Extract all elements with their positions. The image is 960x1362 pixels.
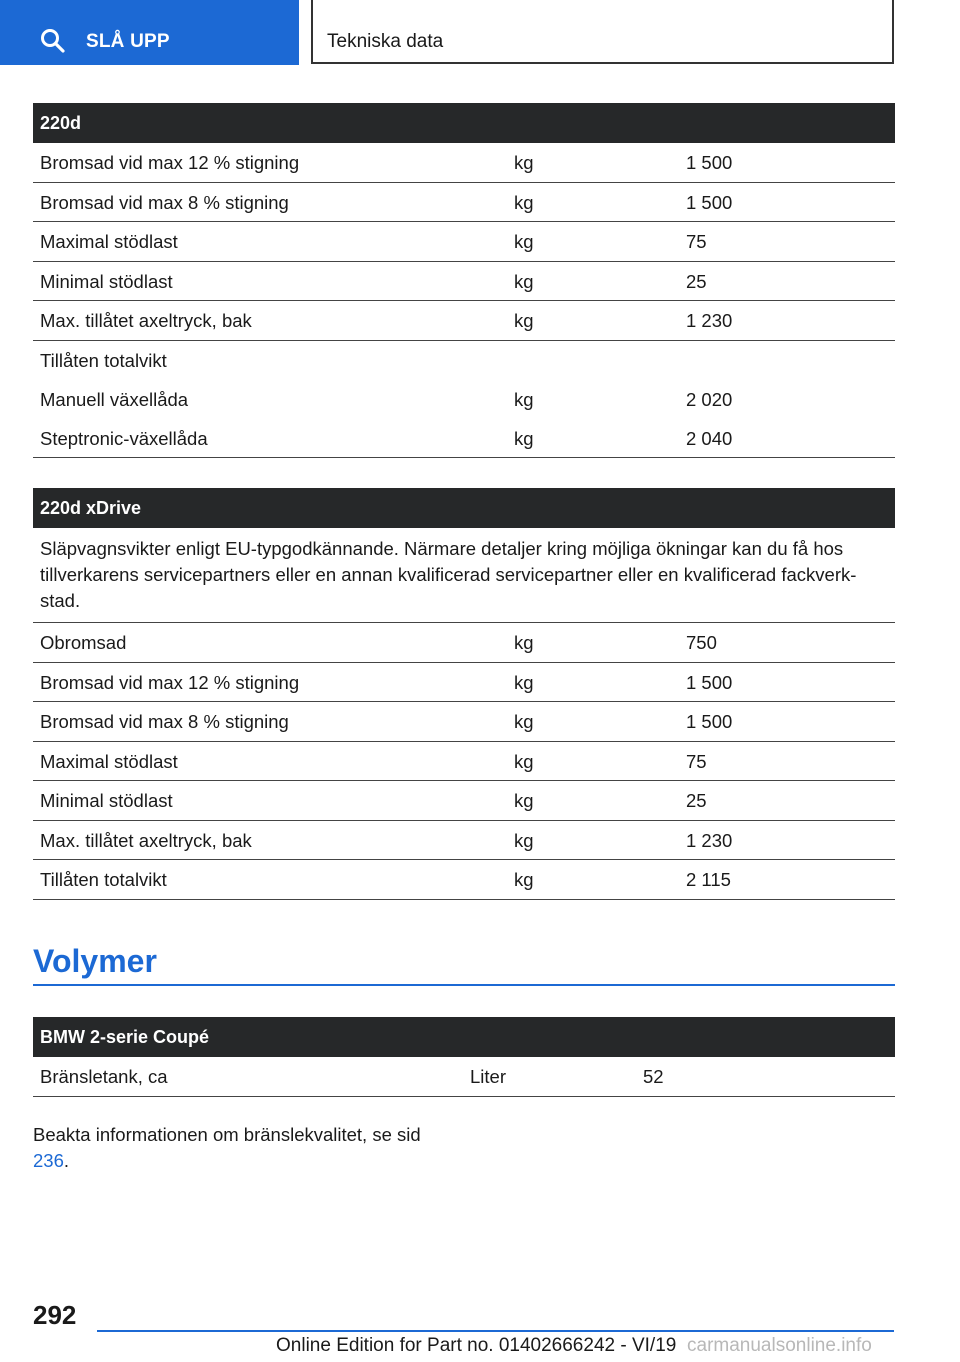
row-label: Bränsletank, ca (40, 1066, 168, 1087)
table-heading: 220d xDrive (33, 488, 895, 528)
row-unit: kg (514, 711, 534, 732)
table-row (33, 702, 895, 742)
table-row (33, 742, 895, 782)
row-label: Tillåten totalvikt (40, 349, 167, 371)
row-label: Maximal stödlast (40, 750, 178, 772)
table-row (33, 301, 895, 341)
volymer-heading-text: Volymer (33, 943, 157, 979)
row-unit: kg (514, 388, 534, 410)
table-row (33, 143, 895, 183)
table-row (33, 1057, 895, 1097)
row-value: 2 040 (686, 427, 733, 449)
table-row (33, 663, 895, 703)
table-row (33, 341, 895, 380)
row-value: 25 (686, 270, 707, 292)
table-row (33, 222, 895, 262)
section-header (311, 0, 894, 64)
row-label: Bromsad vid max 12 % stigning (40, 152, 300, 173)
row-label: Max. tillåtet axeltryck, bak (40, 310, 252, 331)
table-row (33, 860, 895, 900)
row-label: Obromsad (40, 632, 127, 653)
row-unit: kg (514, 152, 534, 173)
table-heading: BMW 2-serie Coupé (33, 1017, 895, 1057)
footer-divider (97, 1330, 894, 1332)
table-row (33, 183, 895, 223)
footer-edition: Online Edition for Part no. 01402666242 - VI/19 (276, 1335, 677, 1356)
row-value: 52 (643, 1066, 664, 1087)
fuel-quality-note (33, 1122, 433, 1174)
row-value: 2 115 (686, 869, 731, 890)
row-value: 2 020 (686, 388, 733, 410)
section-title: Tekniska data (327, 31, 444, 52)
row-value: 75 (686, 231, 707, 252)
row-unit: kg (514, 750, 534, 772)
row-label: Maximal stödlast (40, 231, 178, 252)
page-link[interactable]: 236 (33, 1150, 64, 1171)
row-value: 1 500 (686, 671, 733, 693)
search-button[interactable] (0, 0, 299, 65)
table-row (33, 623, 895, 663)
row-unit: kg (514, 671, 534, 693)
table-220d (33, 103, 895, 458)
search-button-label: SLÅ UPP (86, 31, 170, 52)
table-volumes (33, 1017, 895, 1097)
table-heading: 220d (33, 103, 895, 143)
row-label: Bromsad vid max 8 % stigning (40, 711, 289, 732)
table-row (33, 781, 895, 821)
table-row (33, 262, 895, 302)
search-icon (40, 28, 66, 54)
row-unit: kg (514, 632, 534, 653)
row-unit: kg (514, 191, 534, 213)
row-unit: kg (514, 231, 534, 252)
row-unit: kg (514, 310, 534, 331)
row-label: Tillåten totalvikt (40, 869, 167, 890)
row-unit: kg (514, 427, 534, 449)
row-value: 1 230 (686, 829, 733, 851)
row-label: Manuell växellåda (40, 388, 189, 410)
row-unit: kg (514, 869, 534, 890)
table-row (33, 419, 895, 459)
row-label: Bromsad vid max 12 % stigning (40, 671, 300, 693)
row-value: 1 500 (686, 152, 733, 173)
row-label: Minimal stödlast (40, 790, 173, 811)
row-value: 75 (686, 750, 707, 772)
row-label: Minimal stödlast (40, 270, 173, 292)
row-label: Bromsad vid max 8 % stigning (40, 191, 289, 213)
table-note: Släpvagnsvikter enligt EU-typgodkännande. Närmare detaljer kring möjliga ökningar kan du få hos tillverkarens servicepartners eller en annan kvalificerad servicepartner eller en kvalificerad fackverkstad. (33, 528, 895, 623)
row-value: 750 (686, 632, 717, 653)
row-value: 1 500 (686, 191, 733, 213)
table-row (33, 380, 895, 419)
table-220d-xdrive (33, 488, 895, 900)
note-text: Beakta informationen om bränslekvalitet, se sid (33, 1124, 421, 1145)
page-number: 292 (33, 1300, 77, 1330)
row-label: Max. tillåtet axeltryck, bak (40, 829, 252, 851)
volymer-heading (33, 940, 895, 986)
note-text-end: . (63, 1150, 70, 1171)
row-unit: Liter (470, 1066, 506, 1087)
row-value: 25 (686, 790, 707, 811)
table-row (33, 821, 895, 861)
row-value: 1 230 (686, 310, 733, 331)
row-unit: kg (514, 790, 534, 811)
row-unit: kg (514, 270, 534, 292)
row-unit: kg (514, 829, 534, 851)
row-label: Steptronic-växellåda (40, 427, 208, 449)
row-value: 1 500 (686, 711, 733, 732)
watermark: carmanualsonline.info (687, 1335, 872, 1356)
